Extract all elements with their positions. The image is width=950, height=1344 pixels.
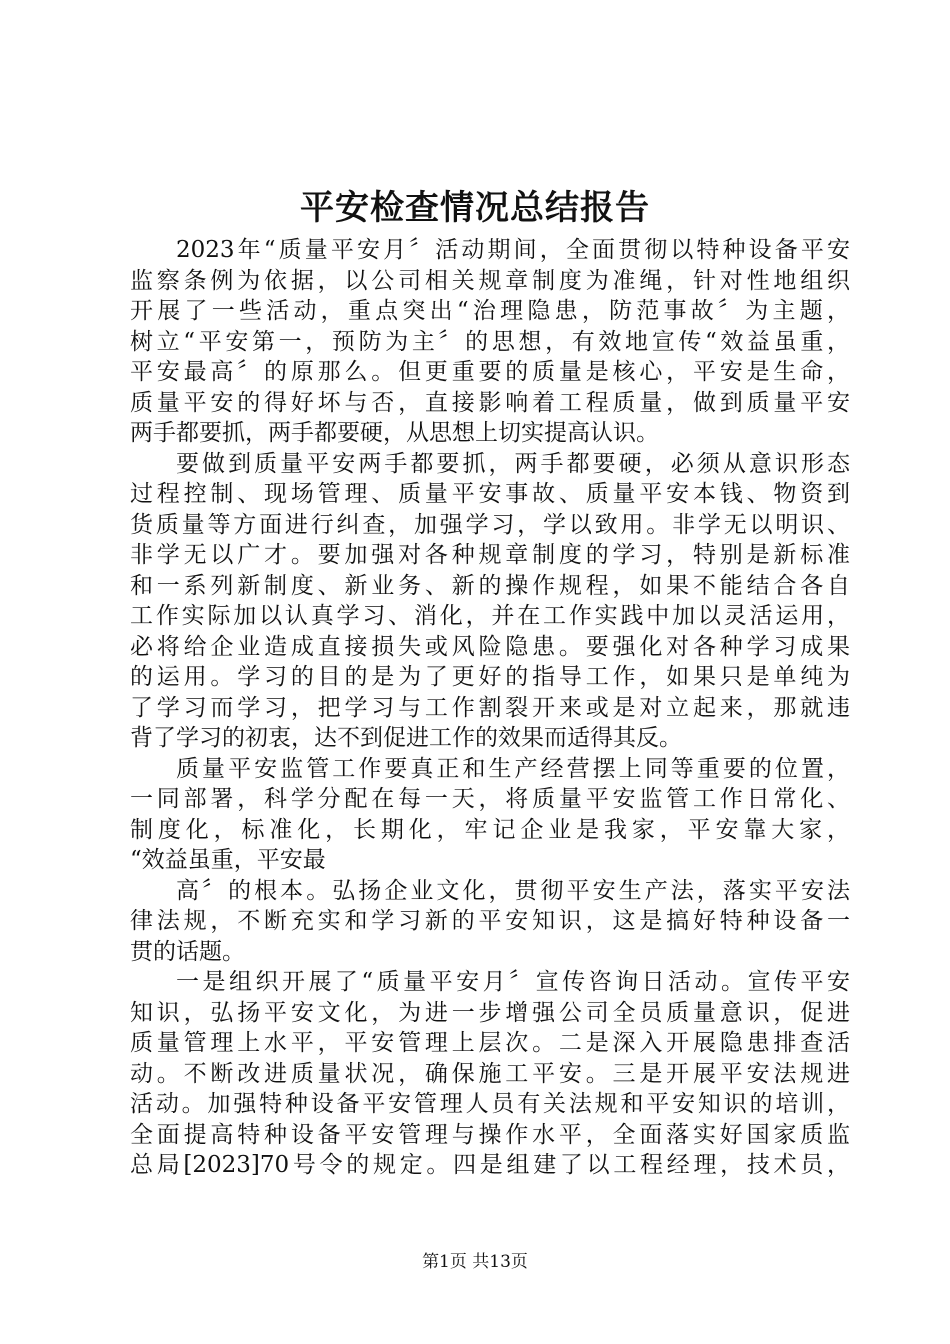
text-line: 高〞的根本。弘扬企业文化，贯彻平安生产法，落实平安法 xyxy=(176,877,850,904)
text-line: 监察条例为依据，以公司相关规章制度为准绳，针对性地组织 xyxy=(130,267,850,294)
text-line: “效益虽重，平安最 xyxy=(130,847,326,873)
paragraph xyxy=(130,876,850,968)
text-line: 律法规，不断充实和学习新的平安知识，这是搞好特种设备一 xyxy=(130,908,850,934)
page-number: 第1页 共13页 xyxy=(422,1252,528,1272)
text-line: 贯的话题。 xyxy=(130,938,245,965)
paragraph xyxy=(130,449,850,754)
text-line: 要做到质量平安两手都要抓，两手都要硬，必须从意识形态 xyxy=(176,450,850,477)
text-line: 过程控制、现场管理、质量平安事故、质量平安本钱、物资到 xyxy=(130,481,850,507)
text-line: 和一系列新制度、新业务、新的操作规程，如果不能结合各自 xyxy=(130,572,850,599)
text-line: 总局[2023]70号令的规定。四是组建了以工程经理，技术员， xyxy=(130,1152,850,1178)
text-line: 质量平安监管工作要真正和生产经营摆上同等重要的位置， xyxy=(176,755,850,782)
text-line: 开展了一些活动，重点突出“治理隐患，防范事故〞为主题， xyxy=(130,298,850,324)
text-line: 非学无以广才。要加强对各种规章制度的学习，特别是新标准 xyxy=(130,542,850,568)
text-line: 一是组织开展了“质量平安月〞宣传咨询日活动。宣传平安 xyxy=(176,969,850,995)
text-line: 制度化，标准化，长期化，牢记企业是我家，平安靠大家， xyxy=(130,816,850,843)
text-line: 全面提高特种设备平安管理与操作水平，全面落实好国家质监 xyxy=(130,1121,850,1148)
text-line: 活动。加强特种设备平安管理人员有关法规和平安知识的培训， xyxy=(130,1091,850,1117)
text-line: 平安最高〞的原那么。但更重要的质量是核心，平安是生命， xyxy=(130,359,850,385)
text-line: 2023年“质量平安月〞活动期间，全面贯彻以特种设备平安 xyxy=(176,237,850,263)
text-line: 工作实际加以认真学习、消化，并在工作实践中加以灵活运用， xyxy=(130,603,850,629)
text-line: 了学习而学习，把学习与工作割裂开来或是对立起来，那就违 xyxy=(130,694,850,721)
paragraph xyxy=(130,235,850,449)
text-line: 质量管理上水平，平安管理上层次。二是深入开展隐患排查活 xyxy=(130,1030,850,1056)
text-line: 必将给企业造成直接损失或风险隐患。要强化对各种学习成果 xyxy=(130,633,850,660)
paragraph xyxy=(130,754,850,876)
document-body xyxy=(130,235,850,1181)
text-line: 两手都要抓，两手都要硬，从思想上切实提高认识。 xyxy=(130,420,659,446)
text-line: 动。不断改进质量状况，确保施工平安。三是开展平安法规进 xyxy=(130,1060,850,1087)
text-line: 树立“平安第一，预防为主〞的思想，有效地宣传“效益虽重， xyxy=(130,328,850,355)
document-title: 平安检查情况总结报告 xyxy=(300,188,650,228)
text-line: 一同部署，科学分配在每一天，将质量平安监管工作日常化、 xyxy=(130,786,850,812)
text-line: 背了学习的初衷，达不到促进工作的效果而适得其反。 xyxy=(130,725,682,751)
paragraph xyxy=(130,967,850,1181)
text-line: 货质量等方面进行纠查，加强学习，学以致用。非学无以明识、 xyxy=(130,511,850,538)
text-line: 质量平安的得好坏与否，直接影响着工程质量，做到质量平安 xyxy=(130,389,850,416)
text-line: 知识，弘扬平安文化，为进一步增强公司全员质量意识，促进 xyxy=(130,999,850,1026)
text-line: 的运用。学习的目的是为了更好的指导工作，如果只是单纯为 xyxy=(130,664,850,690)
